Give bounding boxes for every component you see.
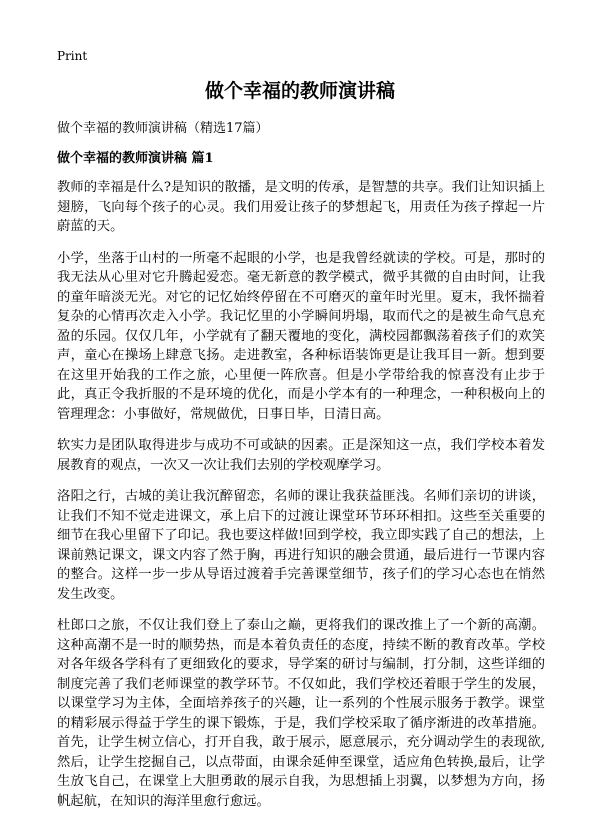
document-subtitle: 做个幸福的教师演讲稿（精选17篇）: [57, 121, 269, 136]
paragraph-4: 洛阳之行，古城的美让我沉醉留恋，名师的课让我获益匪浅。名师们亲切的讲谈，让我们不知不觉走进课文，承上启下的过渡让课堂环节环环相扣。这些至关重要的细节在我心里留下了印记。我也要这样做!回到学校，我立即实践了自己的想法，上课前熟记课文，课文内容了然于胸，再进行知识的融会贯通，最后进行一节课内容的整合。这样一步一步从导语过渡着手完善课堂细节，孩子们的学习心态也在悄然发生改变。: [57, 489, 545, 602]
paragraph-3: 软实力是团队取得进步与成功不可或缺的因素。正是深知这一点，我们学校本着发展教育的观点，一次又一次让我们去别的学校观摩学习。: [57, 438, 545, 473]
document-body: [57, 178, 545, 823]
paragraph-2: 小学，坐落于山村的一所毫不起眼的小学，也是我曾经就读的学校。可是，那时的我无法从心里对它升腾起爱恋。毫无新意的教学模式，微乎其微的自由时间，让我的童年暗淡无光。对它的记忆始终停留在不可磨灭的童年时光里。夏末，我怀揣着复杂的心情再次走入小学。我记忆里的小学瞬间坍塌，取而代之的是被生命气息充盈的乐园。仅仅几年，小学就有了翻天覆地的变化，满校园都飘荡着孩子们的欢笑声，童心在操场上肆意飞扬。走进教室，各种标语装饰更是让我耳目一新。想到要在这里开始我的工作之旅，心里便一阵欣喜。但是小学带给我的惊喜没有止步于此，真正令我折服的不是环境的优化，而是小学本有的一种理念，一种积极向上的管理理念：小事做好，常规做优，日事日毕，日清日高。: [57, 250, 545, 422]
paragraph-5: 杜郎口之旅，不仅让我们登上了泰山之巅，更将我们的课改推上了一个新的高潮。这种高潮不是一时的顺势热，而是本着负责任的态度，持续不断的教育改革。学校对各年级各学科有了更细致化的要求，导学案的研讨与编制，打分制，这些详细的制度完善了我们老师课堂的教学环节。不仅如此，我们学校还着眼于学生的发展，以课堂学习为主体，全面培养孩子的兴趣，让一系列的个性展示服务于教学。课堂的精彩展示得益于学生的课下锻炼，于是，我们学校采取了循序渐进的改革措施。首先，让学生树立信心，打开自我，敢于展示，愿意展示，充分调动学生的表现欲,然后，让学生挖掘自己，以点带面，由课余延伸至课堂，适应角色转换,最后，让学生放飞自己，在课堂上大胆勇敢的展示自我，为思想插上羽翼，以梦想为方向，扬帆起航，在知识的海洋里愈行愈远。: [57, 618, 545, 809]
page-title: 做个幸福的教师演讲稿: [204, 80, 395, 102]
paragraph-1: 教师的幸福是什么?是知识的散播，是文明的传承，是智慧的共享。我们让知识插上翅膀，飞向每个孩子的心灵。我们用爱让孩子的梦想起飞，用责任为孩子撑起一片蔚蓝的天。: [57, 180, 545, 234]
print-link[interactable]: Print: [57, 49, 88, 63]
section-heading: 做个幸福的教师演讲稿 篇1: [57, 151, 214, 166]
